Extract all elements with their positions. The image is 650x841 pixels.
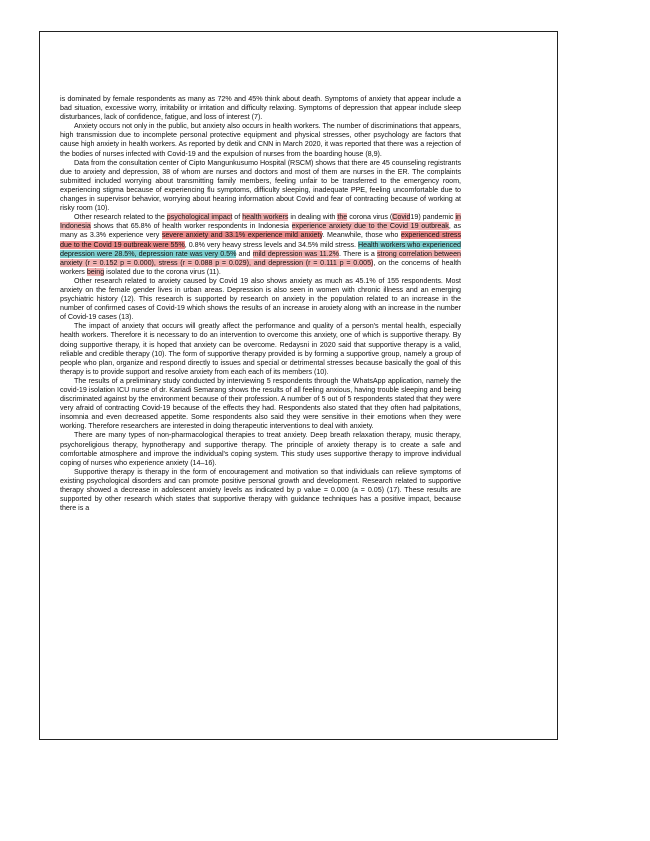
paragraph-4-highlighted — [60, 213, 461, 277]
paragraph-2: Anxiety occurs not only in the public, but anxiety also occurs in health workers. The number of discriminations that appears, high transmission due to incomplete personal protective equipment and physical stresses, other psychology are factors that cause high anxiety in health workers. As reported by detik and CNN in March 2020, it was reported that there was a rejection of the bodies of nurses infected with Covid-19 and the expulsion of nurses from the boarding house (8,9). — [60, 122, 461, 158]
highlight[interactable]: psychological impact — [166, 213, 233, 222]
text-span: isolated due to the corona virus (11). — [104, 267, 221, 276]
paragraph-7: The results of a preliminary study conducted by interviewing 5 respondents through the WhatsApp application, namely the covid-19 isolation ICU nurse of dr. Kariadi Semarang shows the results of all feeling anxious, having trouble sleeping and being discriminated against by the environment because of their profession. A number of 5 out of 5 respondents stated that they were very afraid of contracting Covid-19 because of the effects they had. Respondents also stated that they often had palpitations, insomnia and even decreased appetite. Some respondents also said they were sensitive in their emotions when they were working. Therefore researchers are interested in doing therapeutic interventions to deal with anxiety. — [60, 376, 461, 431]
text-span: and — [236, 249, 253, 258]
highlight-teal[interactable]: Health workers who experienced depression were 28.5%, depression rate was very 0.5% — [60, 240, 462, 258]
highlight[interactable]: strong correlation between anxiety (r = 0.152 p = 0.000), stress (r = 0.088 p = 0.029), and depression (r = 0.111 p = 0.005) — [60, 249, 461, 267]
paragraph-9: Supportive therapy is therapy in the form of encouragement and motivation so that individuals can relieve symptoms of existing psychological disorders and can promote positive personal growth and development. Research related to supportive therapy showed a decrease in adolescent anxiety levels as indicated by p value = 0.000 (a = 0.05) (17). These results are supported by other research which states that supportive therapy with guidance techniques has a positive impact, because there is a — [60, 467, 461, 513]
paragraph-3: Data from the consultation center of Cipto Mangunkusumo Hospital (RSCM) shows that there are 45 counseling registrants due to anxiety and depression, 38 of whom are nurses and doctors and most of them are nurses in the ER. The complaints submitted included worrying about transmitting family members, feeling unfair to be transferred to the emergency room, experiencing stigma because of experiencing flu symptoms, difficulty sleeping, inadequate PPE, feeling uncomfortable due to changes in supervisor behavior, worrying about hearing information about Covid and fear of contracting because of working at risky room (10). — [60, 158, 461, 213]
highlight[interactable]: being — [86, 267, 105, 276]
paragraph-1: is dominated by female respondents as many as 72% and 45% think about death. Symptoms of anxiety that appear include a bad situation, excessive worry, irritability or irritation and difficulty relaxing. Symptoms of depression that appear include sleep disturbances, lack of confidence, fatigue, and loss of interest (7). — [60, 95, 461, 122]
highlight[interactable]: in Indonesia — [60, 213, 461, 231]
highlight[interactable]: severe anxiety and 33.1% experience mild anxiety — [161, 231, 323, 240]
text-span: of — [232, 213, 243, 222]
highlight[interactable]: the — [337, 213, 348, 222]
highlight[interactable]: health workers — [242, 213, 289, 222]
text-span: in dealing with — [288, 213, 338, 222]
highlight[interactable]: mild depression was 11.2% — [252, 249, 339, 258]
text-span: . Meanwhile, those who — [322, 231, 401, 240]
text-span: corona virus ( — [347, 213, 393, 222]
highlight[interactable]: experience anxiety due to the Covid 19 outbreak — [291, 222, 449, 231]
text-span: . There is a — [338, 249, 377, 258]
paragraph-5: Other research related to anxiety caused by Covid 19 also shows anxiety as much as 45.1% of 155 respondents. Most anxiety on the female gender lives in urban areas. Depression is also seen in women with chronic illness and an emerging psychiatric history (12). This research is supported by research on anxiety in the population related to an increase in the number of confirmed cases of Covid-19 which shows the results of an increase in anxiety along with an increase in the number of Covid-19 cases (13). — [60, 276, 461, 322]
highlight[interactable]: Covid — [392, 213, 411, 222]
text-span: 19) pandemic — [410, 213, 456, 222]
highlight[interactable]: experienced stress due to the Covid 19 outbreak were 55% — [60, 231, 462, 249]
text-span: Other research related to the — [74, 213, 167, 222]
text-span: , as many as 3.3% experience very — [60, 222, 461, 240]
paragraph-6: The impact of anxiety that occurs will greatly affect the performance and quality of a person's mental health, especially health workers. Therefore it is necessary to do an intervention to overcome this anxiety, one of which is supportive therapy. By doing supportive therapy, it is hoped that anxiety can be overcome. Redaysni in 2020 said that supportive therapy is a valid, reliable and credible therapy (10). The form of supportive therapy provided is by forming a supportive group, namely a group of people who plan, organize and respond directly to issues and special or detrimental stresses because basically the goal of this therapy is to provide support and resolve anxiety from each each of its members (10). — [60, 322, 461, 376]
text-span: , on the concerns of health workers — [60, 258, 461, 276]
paragraph-8: There are many types of non-pharmacological therapies to treat anxiety. Deep breath relaxation therapy, music therapy, psychoreligious therapy, hypnotherapy and supportive therapy. The principle of anxiety therapy is to create a safe and comfortable atmosphere and improve the individual's coping system. This study uses supportive therapy to improve individual coping of nurses who experience anxiety (14–16). — [60, 431, 461, 467]
text-span: , 0.8% very heavy stress levels and 34.5% mild stress. — [184, 240, 358, 249]
document-body — [60, 95, 461, 513]
text-span: shows that 65.8% of health worker respondents in Indonesia — [90, 222, 292, 231]
